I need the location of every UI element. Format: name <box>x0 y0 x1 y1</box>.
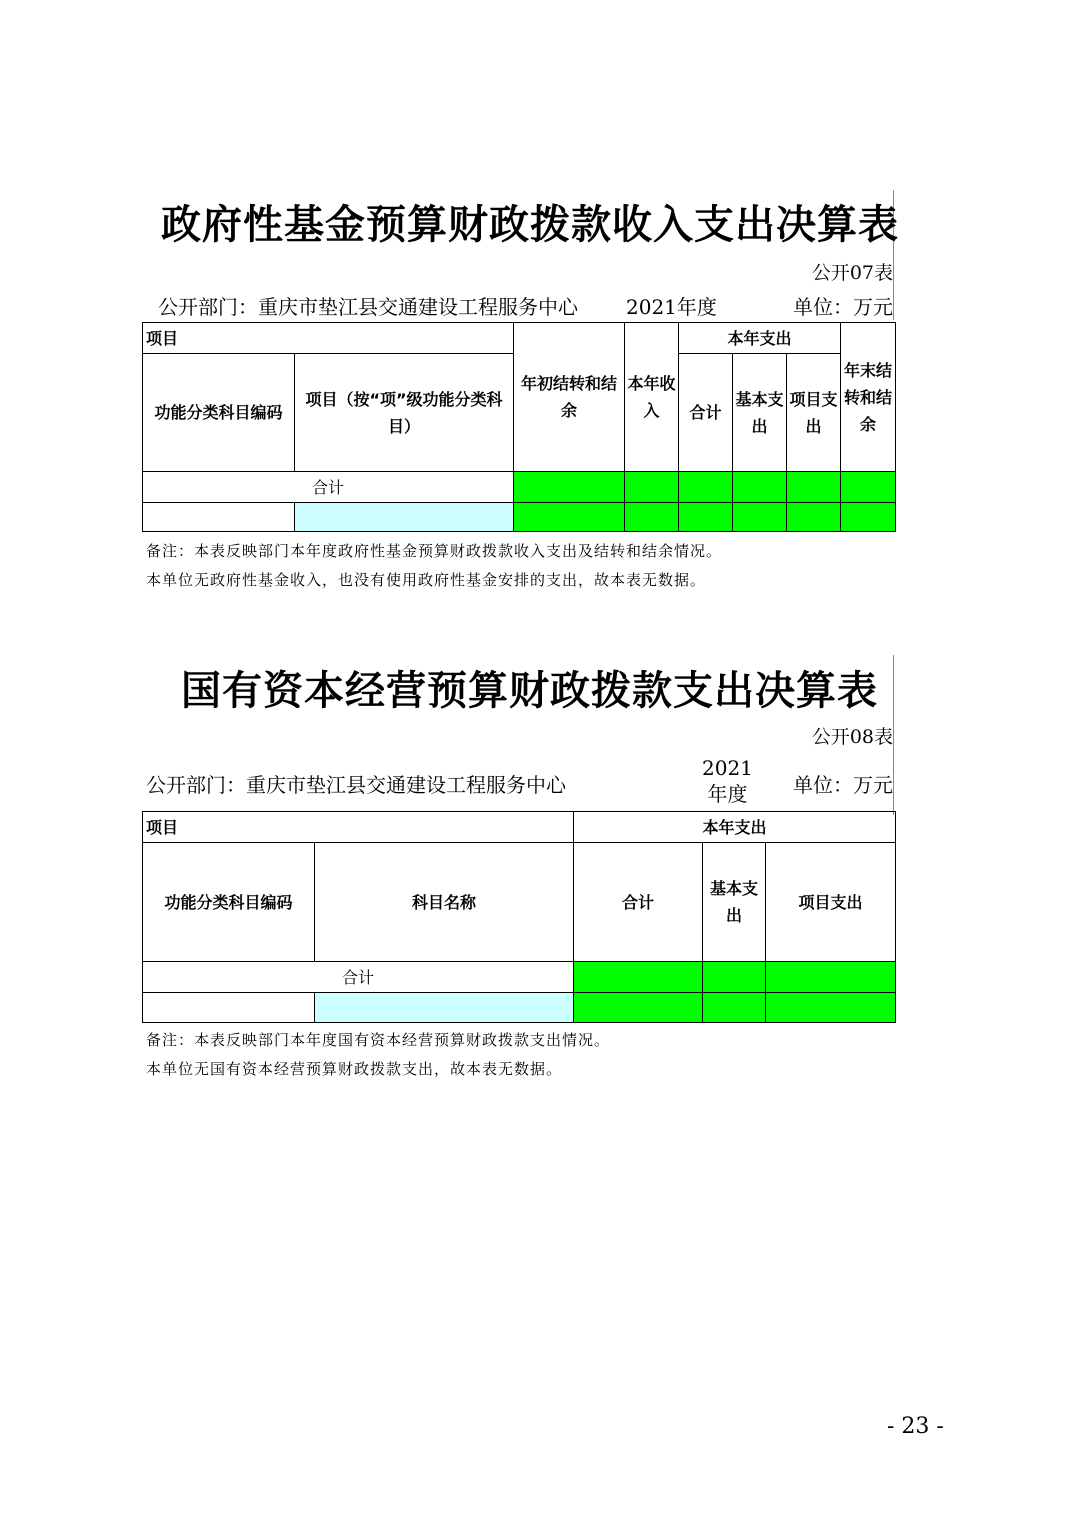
data-cell <box>315 993 574 1023</box>
right-margin-line <box>893 655 894 815</box>
section2-table <box>142 811 896 1023</box>
data-cell <box>514 503 625 532</box>
header-carryover-begin: 年初结转和结余 <box>514 323 625 472</box>
total-cell <box>703 962 766 993</box>
section1-note: 本单位无政府性基金收入，也没有使用政府性基金安排的支出，故本表无数据。 <box>146 571 707 589</box>
total-cell <box>733 472 787 503</box>
header-basic: 基本支出 <box>733 354 787 472</box>
data-cell <box>733 503 787 532</box>
header-item: 项目 <box>143 812 574 843</box>
section2-year <box>702 755 753 807</box>
header-total: 合计 <box>574 843 703 962</box>
header-name: 科目名称 <box>315 843 574 962</box>
section1-year: 2021年度 <box>626 295 717 319</box>
section2-year-label: 年度 <box>707 782 748 806</box>
section1-unit: 单位：万元 <box>793 295 893 319</box>
section2-unit: 单位：万元 <box>793 773 893 797</box>
header-expense-group: 本年支出 <box>574 812 896 843</box>
section2-note: 本单位无国有资本经营预算财政拨款支出，故本表无数据。 <box>146 1060 563 1078</box>
header-basic: 基本支出 <box>703 843 766 962</box>
header-project: 项目支出 <box>766 843 896 962</box>
total-cell <box>625 472 679 503</box>
header-income: 本年收入 <box>625 323 679 472</box>
section1-table <box>142 322 896 532</box>
data-cell <box>143 993 315 1023</box>
total-cell <box>679 472 733 503</box>
data-cell <box>679 503 733 532</box>
total-cell <box>787 472 841 503</box>
header-item: 项目 <box>143 323 514 354</box>
page-number: - 23 - <box>887 1414 944 1439</box>
total-cell <box>574 962 703 993</box>
data-cell <box>143 503 295 532</box>
header-code: 功能分类科目编码 <box>143 354 295 472</box>
data-cell <box>787 503 841 532</box>
section1-department: 公开部门：重庆市垫江县交通建设工程服务中心 <box>158 295 578 319</box>
total-row-label: 合计 <box>143 962 574 993</box>
header-total: 合计 <box>679 354 733 472</box>
section2-table-code: 公开08表 <box>811 726 893 748</box>
data-cell <box>766 993 896 1023</box>
data-cell <box>703 993 766 1023</box>
section2-year-number: 2021 <box>702 756 753 780</box>
data-cell <box>625 503 679 532</box>
section1-table-code: 公开07表 <box>811 262 893 284</box>
data-cell <box>295 503 514 532</box>
data-cell <box>574 993 703 1023</box>
section2-department: 公开部门：重庆市垫江县交通建设工程服务中心 <box>146 773 566 797</box>
section2-note: 备注：本表反映部门本年度国有资本经营预算财政拨款支出情况。 <box>146 1031 611 1049</box>
section1-title: 政府性基金预算财政拨款收入支出决算表 <box>161 201 899 248</box>
data-cell <box>841 503 896 532</box>
total-cell <box>841 472 896 503</box>
header-project: 项目支出 <box>787 354 841 472</box>
section1-note: 备注：本表反映部门本年度政府性基金预算财政拨款收入支出及结转和结余情况。 <box>146 542 723 560</box>
header-code: 功能分类科目编码 <box>143 843 315 962</box>
total-cell <box>514 472 625 503</box>
section2-title: 国有资本经营预算财政拨款支出决算表 <box>181 667 878 714</box>
header-name: 项目（按“项”级功能分类科目） <box>295 354 514 472</box>
total-cell <box>766 962 896 993</box>
total-row-label: 合计 <box>143 472 514 503</box>
header-carryover-end: 年末结转和结余 <box>841 323 896 472</box>
header-expense-group: 本年支出 <box>679 323 841 354</box>
